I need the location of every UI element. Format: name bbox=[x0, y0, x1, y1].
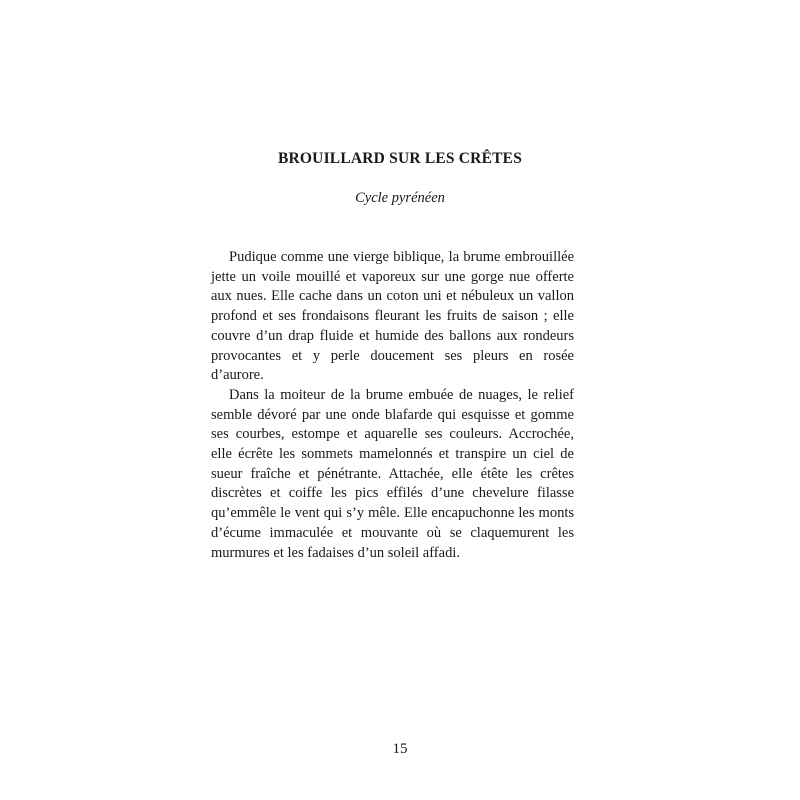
page-number: 15 bbox=[392, 741, 408, 757]
chapter-subtitle: Cycle pyrénéen bbox=[355, 190, 445, 206]
paragraph: Pudique comme une vierge biblique, la brume embrouillée jette un voile mouillé et vaporeux sur une gorge nue offerte aux nues. Elle cache dans un coton uni et nébuleux un vallon profond et ses frondaisons fleurant les fruits de saison ; elle couvre d’un drap fluide et humide des ballons aux rondeurs provocantes et y perle doucement ses pleurs en rosée d’aurore. bbox=[211, 249, 574, 384]
paragraph: Dans la moiteur de la brume embuée de nuages, le relief semble dévoré par une onde blafarde qui esquisse et gomme ses courbes, estompe et aquarelle ses couleurs. Accrochée, elle écrête les sommets mamelonnés et transpire un ciel de sueur fraîche et pénétrante. Attachée, elle étête les crêtes discrètes et coiffe les pics effilés d’une chevelure filasse qu’emmêle le vent qui s’y mêle. Elle encapuchonne les monts d’écume immaculée et mouvante où se claquemurent les murmures et les fadaises d’un soleil affadi. bbox=[211, 386, 574, 561]
chapter-title: BROUILLARD SUR LES CRÊTES bbox=[277, 150, 523, 167]
body-text bbox=[211, 248, 574, 563]
